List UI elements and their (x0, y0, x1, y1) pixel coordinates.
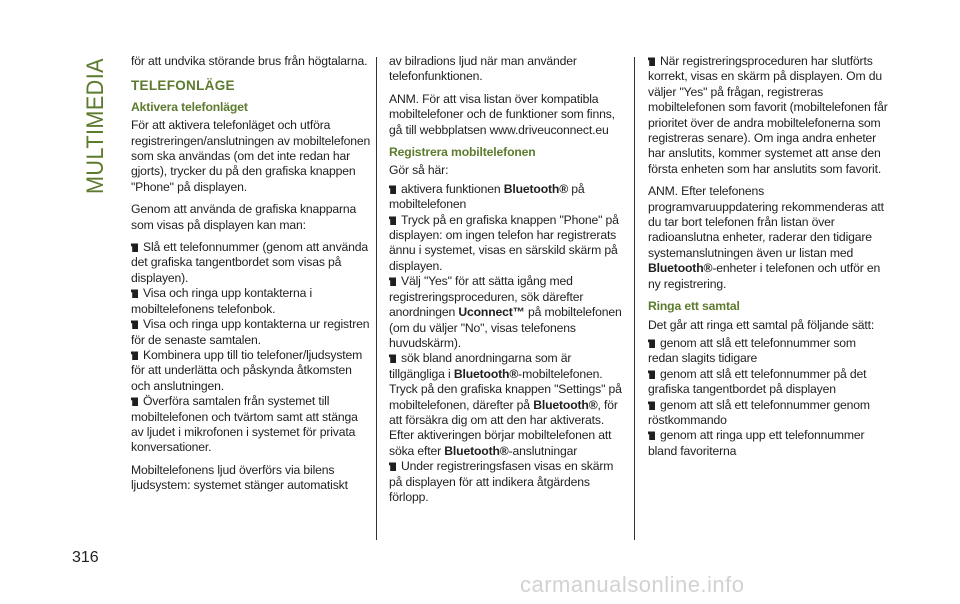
column-2 (389, 54, 627, 505)
bullet-icon (131, 320, 139, 329)
paragraph: För att aktivera telefonläget och utföra registreringen/anslutningen av mobiltelefonen som ska användas (om det inte redan har gjorts), trycker du på den grafiska knappen "Phone" på displayen. (131, 118, 371, 194)
side-tab (72, 56, 116, 196)
bullet-icon (131, 397, 139, 406)
list-item: sök bland anordningarna som är tillgängliga i Bluetooth®-mobiltelefonen. Tryck på den grafiska knappen "Settings" på mobiltelefonen, därefter på Bluetooth®, för att försäkra dig om att den har aktiverats. (389, 351, 622, 427)
list-item: genom att slå ett telefonnummer genom röstkommando (648, 397, 870, 427)
list-item: Kombinera upp till tio telefoner/ljudsystem för att underlätta och påskynda åtkomsten och anslutningen. (131, 347, 363, 393)
note-paragraph: ANM. För att visa listan över kompatibla mobiltelefoner och de funktioner som finns, gå till webbplatsen www.driveuconnect.eu (389, 91, 615, 137)
note-paragraph: ANM. Efter telefonens programvaruuppdatering rekommenderas att du tar bort telefonen från listan över radioanslutna enheter, raderar den tidigare systemanslutningen även ur listan med Bluetooth®-enheter i telefonen och utför en ny registrering. (648, 184, 884, 291)
bullet-icon (131, 351, 139, 360)
list-item: Tryck på en grafiska knappen "Phone" på displayen: om ingen telefon har registrerats ännu i systemet, visas en särskild skärm på displayen. (389, 212, 619, 273)
bullet-icon (648, 57, 656, 66)
list-item: Överföra samtalen från systemet till mobiltelefonen och tvärtom samt att stänga av ljudet i mikrofonen i systemet för privata konversationer. (131, 394, 358, 455)
subsection-title: Aktivera telefonläget (131, 99, 248, 114)
list-item: Välj "Yes" för att sätta igång med registreringsproceduren, sök därefter anordningen Uconnect™ på mobiltelefonen (om du väljer "No", visas telefonens huvudskärm). (389, 274, 622, 350)
paragraph: Gör så här: (389, 163, 449, 178)
svg-text:MULTIMEDIA: MULTIMEDIA (82, 56, 109, 194)
list-item: När registreringsproceduren har slutförts korrekt, visas en skärm på displayen. Om du väljer "Yes" på frågan, registreras mobiltelefonen som favorit (mobiltelefonen får prioritet över de andra mobiltelefonerna som registreras senare). Om inga andra enheter har anslutits, kommer systemet att anse den första enheten som har anslutits som favorit. (648, 54, 888, 176)
column-1 (131, 54, 371, 501)
paragraph: Det går att ringa ett samtal på följande sätt: (648, 317, 875, 332)
watermark: carmanualsonline.info (520, 572, 745, 597)
section-title: TELEFONLÄGE (131, 78, 235, 94)
list-item: Slå ett telefonnummer (genom att använda det grafiska tangentbordet som visas på displayen). (131, 240, 369, 285)
list-item: genom att slå ett telefonnummer på det grafiska tangentbordet på displayen (648, 366, 867, 397)
bullet-icon (648, 339, 656, 348)
list-item: Under registreringsfasen visas en skärm på displayen för att indikera åtgärdens förlopp. (389, 459, 614, 504)
bullet-icon (648, 401, 656, 410)
paragraph: Mobiltelefonens ljud överförs via bilens ljudsystem: systemet stänger automatiskt (131, 462, 348, 493)
list-item: Visa och ringa upp kontakterna ur registren för de senaste samtalen. (131, 317, 370, 347)
list-item: Visa och ringa upp kontakterna i mobiltelefonens telefonbok. (131, 286, 313, 316)
subsection-title: Ringa ett samtal (648, 299, 740, 314)
intro-paragraph: för att undvika störande brus från högtalarna. (131, 54, 368, 68)
paragraph: Genom att använda de grafiska knapparna som visas på displayen kan man: (131, 202, 357, 232)
bullet-icon (131, 289, 139, 298)
bullet-icon (389, 216, 397, 225)
bullet-icon (389, 185, 397, 194)
bullet-icon (131, 243, 139, 252)
side-tab-label (72, 56, 116, 196)
paragraph: av bilradions ljud när man använder telefonfunktionen. (389, 54, 577, 84)
bullet-icon (648, 431, 656, 440)
list-item: genom att ringa upp ett telefonnummer bland favoriterna (648, 428, 865, 458)
bullet-icon (389, 354, 397, 363)
column-3 (648, 54, 888, 459)
list-item: genom att slå ett telefonnummer som redan slagits tidigare (648, 335, 856, 366)
list-item: aktivera funktionen Bluetooth® på mobiltelefonen (389, 181, 585, 212)
bullet-icon (389, 462, 397, 471)
subsection-title: Registrera mobiltelefonen (389, 145, 536, 160)
page-number: 316 (72, 549, 99, 566)
bullet-icon (389, 277, 397, 286)
column-divider (376, 57, 377, 540)
paragraph: Efter aktiveringen börjar mobiltelefonen att söka efter Bluetooth®-anslutningar (389, 428, 612, 458)
column-divider (634, 57, 635, 540)
bullet-icon (648, 370, 656, 379)
